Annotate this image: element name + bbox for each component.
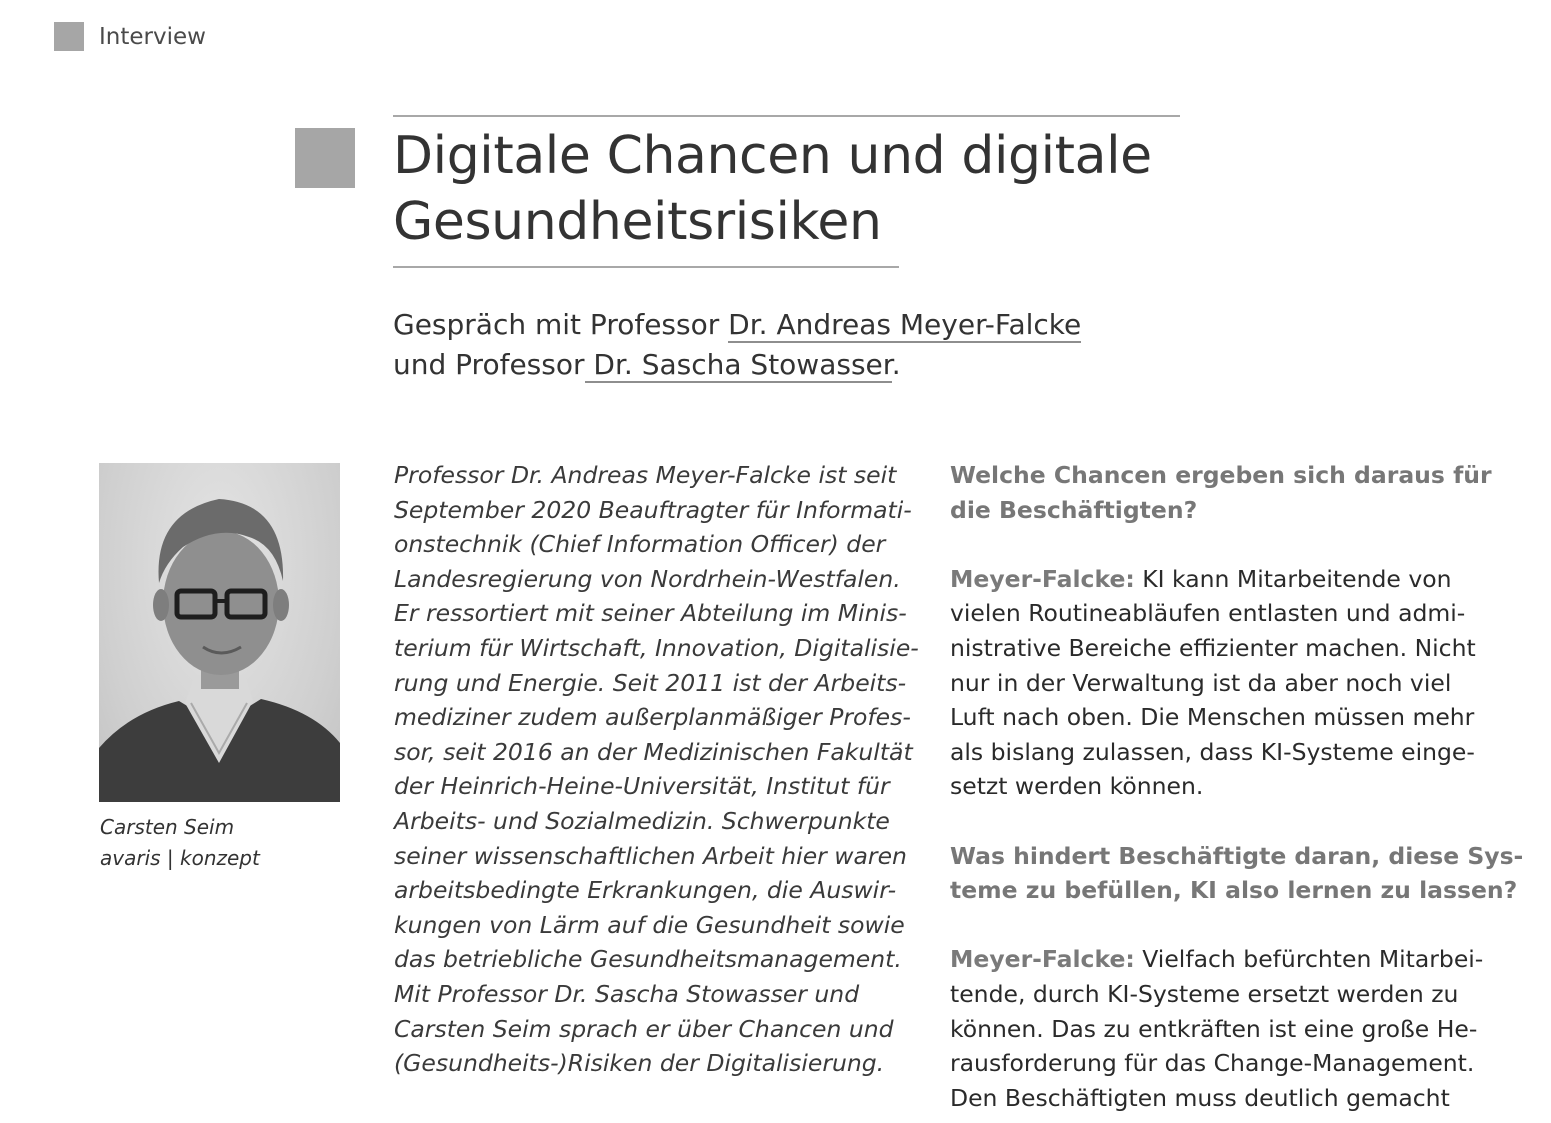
answer-line: rausforderung für das Change-Management.	[950, 1049, 1475, 1078]
speaker-label: Meyer-Falcke:	[950, 564, 1135, 593]
intro-line: onstechnik (Chief Information Officer) der	[394, 530, 886, 559]
question-1	[950, 458, 1492, 527]
answer-text: KI kann Mitarbeitende von	[1134, 564, 1452, 593]
photo-caption	[100, 812, 260, 874]
intro-line: Professor Dr. Andreas Meyer-Falcke ist seit	[394, 461, 897, 489]
intro-line: seiner wissenschaftlichen Arbeit hier waren	[394, 841, 907, 870]
question-line: teme zu befüllen, KI also lernen zu lassen?	[950, 876, 1518, 905]
interviewee-name-1: Dr. Andreas Meyer-Falcke	[728, 308, 1082, 341]
question-2	[950, 839, 1524, 908]
answer-line: als bislang zulassen, dass KI-Systeme einge-	[950, 737, 1475, 766]
subtitle-end: .	[891, 348, 901, 381]
intro-line: (Gesundheits-)Risiken der Digitalisierung.	[394, 1049, 885, 1078]
section-label: Interview	[99, 24, 206, 50]
intro-text	[394, 458, 919, 1081]
intro-line: das betriebliche Gesundheitsmanagement.	[394, 945, 902, 974]
intro-line: Carsten Seim sprach er über Chancen und	[394, 1014, 894, 1043]
intro-line: der Heinrich-Heine-Universität, Institut für	[394, 772, 890, 801]
answer-line: Luft nach oben. Die Menschen müssen mehr	[950, 703, 1475, 732]
intro-line: sor, seit 2016 an der Medizinischen Fakultät	[394, 737, 913, 766]
intro-line: rung und Energie. Seit 2011 ist der Arbeits-	[394, 668, 907, 697]
answer-line	[950, 562, 1470, 597]
article-subtitle	[393, 305, 1153, 385]
subtitle-prefix-2: und Professor	[393, 348, 585, 381]
portrait-illustration	[99, 463, 340, 802]
intro-line: Mit Professor Dr. Sascha Stowasser und	[394, 979, 860, 1008]
title-line-2: Gesundheitsrisiken	[393, 192, 882, 252]
answer-line: können. Das zu entkräften ist eine große He-	[950, 1014, 1478, 1043]
intro-line: kungen von Lärm auf die Gesundheit sowie	[394, 910, 905, 939]
interview-column	[950, 458, 1524, 1115]
intro-line: Arbeits- und Sozialmedizin. Schwerpunkte	[394, 806, 890, 835]
answer-line: nur in der Verwaltung ist da aber noch viel	[950, 668, 1452, 697]
interviewee-name-2: Dr. Sascha Stowasser	[584, 348, 892, 381]
subtitle-line-1	[393, 305, 1153, 345]
answer-1	[950, 562, 1476, 804]
portrait-photo	[99, 463, 340, 802]
title-line-1: Digitale Chancen und digitale	[393, 126, 1152, 186]
paragraph-gap	[950, 527, 1470, 562]
title-top-rule	[393, 115, 1180, 117]
intro-line: Landesregierung von Nordrhein-Westfalen.	[394, 564, 901, 593]
answer-2	[950, 942, 1484, 1115]
answer-line: setzt werden können.	[950, 772, 1204, 801]
subtitle-line-2	[393, 345, 1153, 385]
intro-line: Er ressortiert mit seiner Abteilung im Minis-	[394, 599, 907, 628]
question-line: Was hindert Beschäftigte daran, diese Sys-	[950, 841, 1524, 870]
intro-line: terium für Wirtschaft, Innovation, Digitalisie-	[394, 633, 919, 662]
answer-line: nistrative Bereiche effizienter machen. Nicht	[950, 633, 1476, 662]
intro-line: arbeitsbedingte Erkrankungen, die Auswir-	[394, 876, 897, 905]
question-line: Welche Chancen ergeben sich daraus für	[950, 461, 1492, 489]
subtitle-prefix-1: Gespräch mit Professor	[393, 308, 729, 341]
intro-line: mediziner zudem außerplanmäßiger Profes-	[394, 703, 911, 732]
caption-line-2: avaris | konzept	[100, 846, 260, 870]
title-bottom-rule	[393, 266, 899, 268]
answer-line	[950, 942, 1484, 977]
title-marker	[295, 128, 355, 188]
answer-line: Den Beschäftigten muss deutlich gemacht	[950, 1083, 1450, 1112]
answer-line: tende, durch KI-Systeme ersetzt werden zu	[950, 979, 1459, 1008]
answer-text: Vielfach befürchten Mitarbei-	[1134, 945, 1484, 974]
intro-line: September 2020 Beauftragter für Informati-	[394, 495, 912, 524]
answer-line: vielen Routineabläufen entlasten und admi-	[950, 599, 1466, 628]
paragraph-gap	[950, 804, 1470, 839]
section-marker	[54, 22, 84, 51]
question-line: die Beschäftigten?	[950, 495, 1198, 524]
caption-line-1: Carsten Seim	[100, 815, 235, 839]
article-title	[393, 123, 1193, 255]
paragraph-gap	[950, 908, 1470, 943]
speaker-label: Meyer-Falcke:	[950, 945, 1135, 974]
